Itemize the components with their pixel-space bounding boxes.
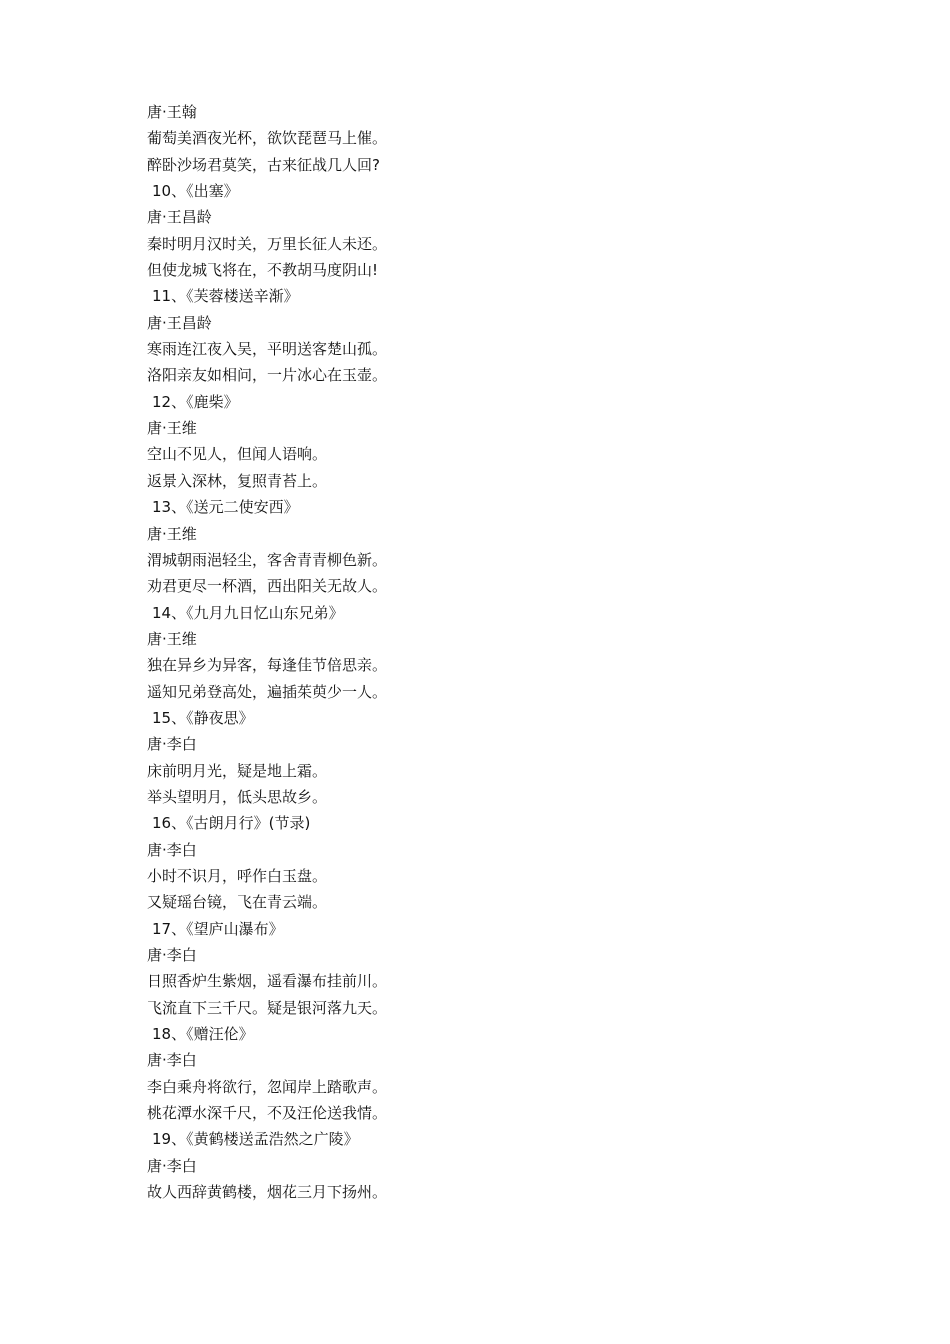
poem-title: 15、《静夜思》 <box>152 708 254 727</box>
poem-verse: 故人西辞黄鹤楼，烟花三月下扬州。 <box>147 1183 388 1202</box>
poem-verse: 洛阳亲友如相问，一片冰心在玉壶。 <box>147 366 388 385</box>
poem-verse: 返景入深林，复照青苔上。 <box>147 471 328 490</box>
poem-author: 唐·李白 <box>147 840 197 859</box>
poem-verse: 但使龙城飞将在，不教胡马度阴山! <box>147 261 379 280</box>
poem-verse: 床前明月光，疑是地上霜。 <box>147 761 328 780</box>
poem-title: 17、《望庐山瀑布》 <box>152 919 284 938</box>
poem-author: 唐·王翰 <box>147 103 197 121</box>
poem-verse: 空山不见人，但闻人语响。 <box>147 445 328 464</box>
poem-title: 11、《芙蓉楼送辛渐》 <box>152 287 299 306</box>
poem-verse: 醉卧沙场君莫笑，古来征战几人回? <box>147 155 380 174</box>
poem-title: 16、《古朗月行》(节录) <box>152 814 311 833</box>
poem-verse: 李白乘舟将欲行，忽闻岸上踏歌声。 <box>147 1077 388 1096</box>
poem-verse: 寒雨连江夜入吴，平明送客楚山孤。 <box>147 340 388 359</box>
poem-title: 10、《出塞》 <box>152 182 239 201</box>
poem-verse: 遥知兄弟登高处，遍插茱萸少一人。 <box>147 682 388 701</box>
poem-author: 唐·王昌龄 <box>147 313 212 332</box>
poem-title: 14、《九月九日忆山东兄弟》 <box>152 603 344 622</box>
poem-author: 唐·王维 <box>147 629 197 648</box>
poem-author: 唐·王昌龄 <box>147 208 212 227</box>
poem-verse: 秦时明月汉时关，万里长征人未还。 <box>147 234 388 253</box>
poem-author: 唐·李白 <box>147 946 197 964</box>
poem-verse: 飞流直下三千尺。疑是银河落九天。 <box>147 998 388 1017</box>
poem-author: 唐·李白 <box>147 1051 197 1070</box>
poem-verse: 渭城朝雨浥轻尘，客舍青青柳色新。 <box>147 550 388 569</box>
poem-verse: 举头望明月，低头思故乡。 <box>147 787 328 806</box>
poem-verse: 独在异乡为异客，每逢佳节倍思亲。 <box>147 656 388 675</box>
poem-title: 18、《赠汪伦》 <box>152 1025 254 1044</box>
poem-verse: 小时不识月，呼作白玉盘。 <box>147 866 328 885</box>
poem-verse: 桃花潭水深千尺，不及汪伦送我情。 <box>147 1104 388 1123</box>
poem-list <box>147 99 847 1205</box>
poem-author: 唐·李白 <box>147 735 197 754</box>
poem-verse: 又疑瑶台镜，飞在青云端。 <box>147 893 328 912</box>
poem-author: 唐·王维 <box>147 524 197 543</box>
poem-title: 13、《送元二使安西》 <box>152 498 299 517</box>
poem-author: 唐·王维 <box>147 419 197 438</box>
poem-author: 唐·李白 <box>147 1156 197 1175</box>
poem-title: 19、《黄鹤楼送孟浩然之广陵》 <box>152 1130 359 1149</box>
poem-verse: 劝君更尽一杯酒，西出阳关无故人。 <box>147 577 388 596</box>
poem-verse: 葡萄美酒夜光杯，欲饮琵琶马上催。 <box>147 129 388 148</box>
poem-title: 12、《鹿柴》 <box>152 392 239 411</box>
poem-verse: 日照香炉生紫烟，遥看瀑布挂前川。 <box>147 972 388 991</box>
